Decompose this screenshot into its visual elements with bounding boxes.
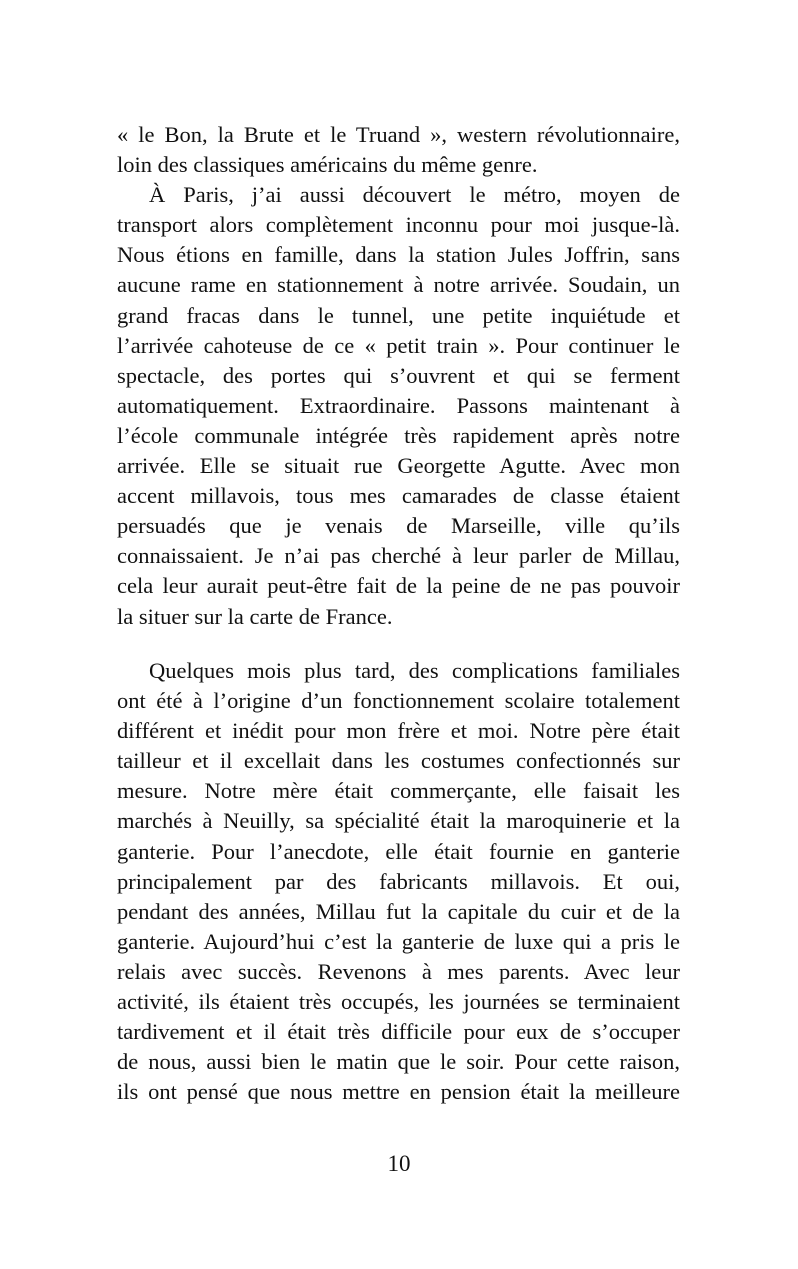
text-line: ont été à l’origine d’un fonctionnement scolaire totalement [117, 688, 680, 714]
text-line: pendant des années, Millau fut la capitale du cuir et de la [117, 898, 680, 924]
text-section-bottom [117, 656, 680, 1107]
text-line: Nous étions en famille, dans la station Jules Joffrin, sans [117, 242, 680, 268]
text-line: de nous, aussi bien le matin que le soir. Pour cette raison, [117, 1049, 680, 1075]
paragraph-2 [117, 180, 680, 631]
text-line: À Paris, j’ai aussi découvert le métro, moyen de [149, 182, 680, 208]
text-line: ganterie. Aujourd’hui c’est la ganterie de luxe qui a pris le [117, 928, 680, 954]
text-line: principalement par des fabricants millavois. Et oui, [117, 868, 680, 894]
text-line: connaissaient. Je n’ai pas cherché à leur parler de Millau, [117, 543, 680, 569]
text-line: loin des classiques américains du même genre. [117, 152, 538, 178]
text-line: tardivement et il était très difficile pour eux de s’occuper [117, 1019, 680, 1045]
text-line: différent et inédit pour mon frère et moi. Notre père était [117, 718, 680, 744]
text-line: mesure. Notre mère était commerçante, elle faisait les [117, 778, 680, 804]
paragraph-1 [117, 120, 680, 180]
text-line: la situer sur la carte de France. [117, 603, 393, 629]
text-line: automatiquement. Extraordinaire. Passons maintenant à [117, 392, 680, 418]
text-line: accent millavois, tous mes camarades de classe étaient [117, 483, 680, 509]
text-line: l’école communale intégrée très rapidement après notre [117, 422, 680, 448]
text-line: spectacle, des portes qui s’ouvrent et qui se ferment [117, 362, 680, 388]
text-line: grand fracas dans le tunnel, une petite inquiétude et [117, 302, 680, 328]
text-line: Quelques mois plus tard, des complications familiales [149, 658, 680, 683]
page-number: 10 [387, 1151, 411, 1176]
text-line: « le Bon, la Brute et le Truand », western révolutionnaire, [117, 122, 680, 147]
text-line: transport alors complètement inconnu pour moi jusque-là. [117, 212, 680, 238]
text-line: activité, ils étaient très occupés, les journées se terminaient [117, 989, 680, 1015]
text-line: cela leur aurait peut-être fait de la peine de ne pas pouvoir [117, 573, 680, 599]
paragraph-3 [117, 656, 680, 1107]
text-line: arrivée. Elle se situait rue Georgette Agutte. Avec mon [117, 453, 680, 479]
text-line: ils ont pensé que nous mettre en pension était la meilleure [117, 1079, 680, 1105]
text-line: relais avec succès. Revenons à mes parents. Avec leur [117, 958, 680, 984]
text-line: aucune rame en stationnement à notre arrivée. Soudain, un [117, 272, 680, 298]
text-line: tailleur et il excellait dans les costumes confectionnés sur [117, 748, 680, 774]
text-line: l’arrivée cahoteuse de ce « petit train ». Pour continuer le [117, 332, 680, 358]
text-line: marchés à Neuilly, sa spécialité était la maroquinerie et la [117, 808, 680, 834]
text-section-top [117, 120, 680, 632]
text-line: ganterie. Pour l’anecdote, elle était fournie en ganterie [117, 838, 680, 864]
text-line: persuadés que je venais de Marseille, ville qu’ils [117, 513, 680, 539]
